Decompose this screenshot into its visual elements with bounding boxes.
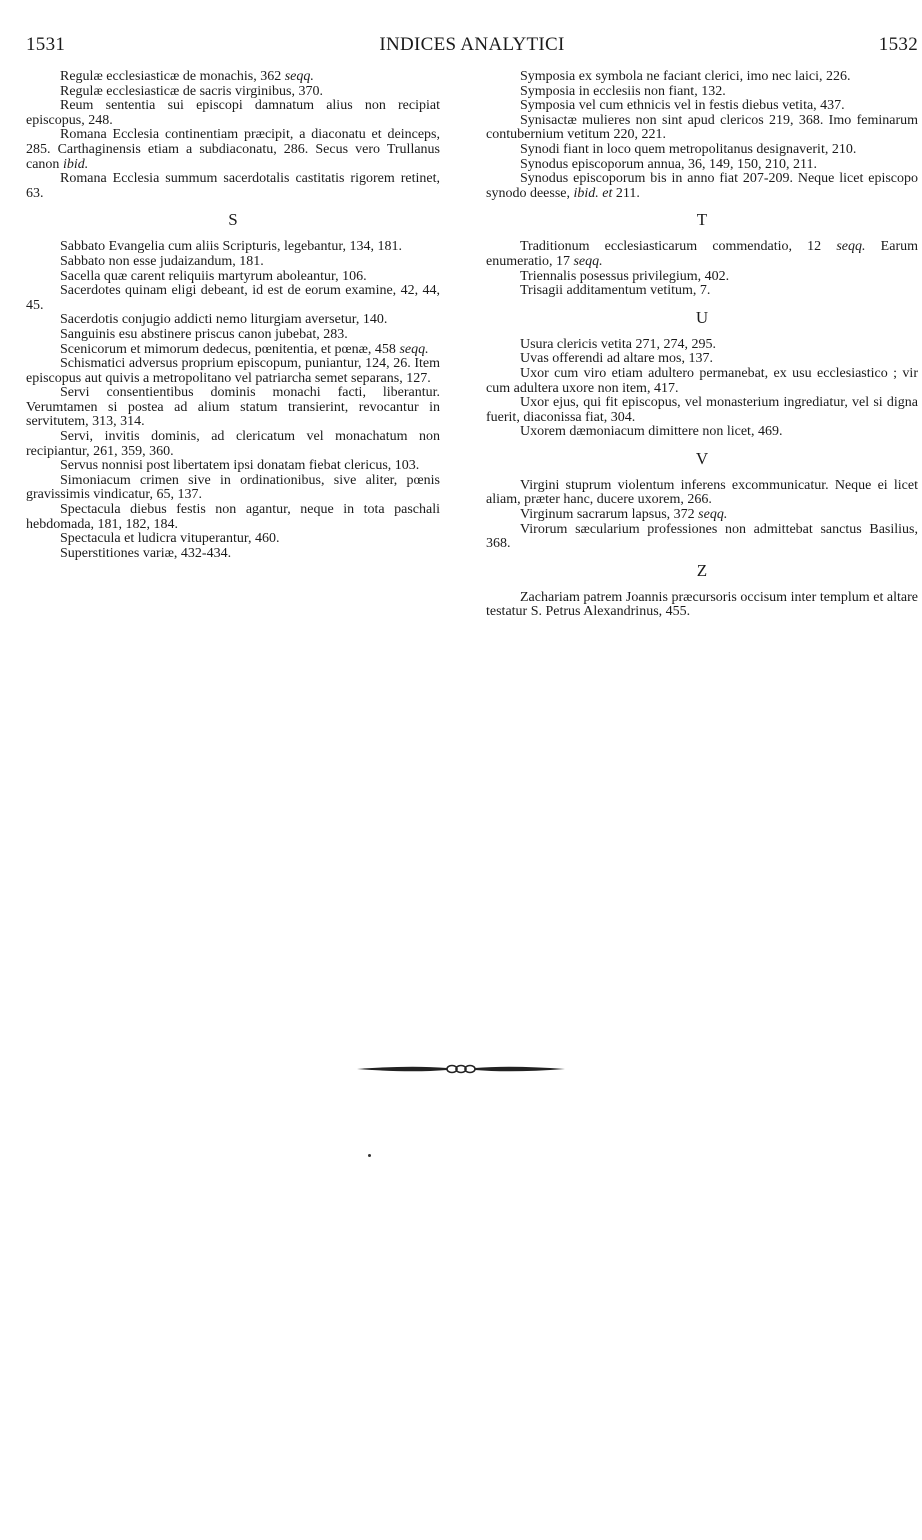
index-entry: Simoniacum crimen sive in ordinationibus, sive aliter, pœnis gravissimis vindicatur, 65, 137. <box>26 472 440 503</box>
index-entry: Sacerdotis conjugio addicti nemo liturgiam aversetur, 140. <box>60 312 388 328</box>
index-entry: Synodus episcoporum annua, 36, 149, 150, 210, 211. <box>520 156 817 172</box>
index-entry: Uxor ejus, qui fit episcopus, vel monasterium ingrediatur, vel si digna fuerit, diaconissa fiat, 304. <box>486 395 918 425</box>
index-entry: Servi consentientibus dominis monachi facti, liberantur. Verumtamen si postea ad alium statum transierint, revocantur in servitutem, 313, 314. <box>26 385 440 430</box>
entries-u <box>486 338 918 440</box>
index-entry: Regulæ ecclesiasticæ de sacris virginibus, 370. <box>60 83 323 99</box>
index-entry: Symposia in ecclesiis non fiant, 132. <box>520 83 726 99</box>
index-entry: Symposia vel cum ethnicis vel in festis diebus vetita, 437. <box>520 98 845 114</box>
index-entry: Regulæ ecclesiasticæ de monachis, 362 seqq. <box>60 69 314 84</box>
index-entry: Uxorem dæmoniacum dimittere non licet, 469. <box>520 424 783 440</box>
entries-z <box>486 591 918 620</box>
section-letter-u: U <box>695 307 709 327</box>
entries-s <box>26 240 440 561</box>
index-entry: Superstitiones variæ, 432-434. <box>60 545 232 561</box>
right-column <box>486 70 918 620</box>
index-entry: Schismatici adversus proprium episcopum, puniantur, 124, 26. Item episcopus aut quivis a metropolitano vel patriarcha semet separans, 127. <box>26 356 440 386</box>
index-entry: Zachariam patrem Joannis præcursoris occisum inter templum et altare testatur S. Petrus Alexandrinus, 455. <box>486 589 918 620</box>
index-entry: Scenicorum et mimorum dedecus, pœnitentia, et pœnæ, 458 seqq. <box>60 341 429 357</box>
index-entry: Reum sententia sui episcopi damnatum alius non recipiat episcopus, 248. <box>26 98 440 128</box>
index-entry: Sacella quæ carent reliquiis martyrum aboleantur, 106. <box>60 268 367 284</box>
index-entry: Synodi fiant in loco quem metropolitanus designaverit, 210. <box>520 141 857 157</box>
index-entry: Virginum sacrarum lapsus, 372 seqq. <box>520 507 728 523</box>
index-entry: Sabbato Evangelia cum aliis Scripturis, legebantur, 134, 181. <box>60 239 402 255</box>
index-entry: Virgini stuprum violentum inferens excommunicatur. Neque ei licet aliam, præter hanc, ducere uxorem, 266. <box>486 477 918 508</box>
section-letter-s: S <box>228 210 238 230</box>
entries-r <box>26 70 440 201</box>
index-entry: Uxor cum viro etiam adultero permanebat, ex usu ecclesiastico ; vir cum adultera uxore non item, 417. <box>486 365 918 396</box>
index-entry: Spectacula diebus festis non agantur, neque in tota paschali hebdomada, 181, 182, 184. <box>26 502 440 532</box>
index-entry: Synisactæ mulieres non sint apud clericos 219, 368. Imo feminarum contubernium vetitum 220, 221. <box>486 112 918 143</box>
index-entry: Sanguinis esu abstinere priscus canon jubebat, 283. <box>60 326 348 342</box>
section-letter-v: V <box>695 448 709 468</box>
index-entry: Servi, invitis dominis, ad clericatum vel monachatum non recipiantur, 261, 359, 360. <box>26 429 440 459</box>
left-column <box>26 70 440 561</box>
section-letter-z: Z <box>696 560 708 580</box>
index-entry: Servus nonnisi post libertatem ipsi donatam fiebat clericus, 103. <box>60 458 420 474</box>
index-entry: Usura clericis vetita 271, 274, 295. <box>520 336 716 352</box>
index-entry: Romana Ecclesia summum sacerdotalis castitatis rigorem retinet, 63. <box>26 171 440 201</box>
index-entry: Traditionum ecclesiasticarum commendatio, 12 seqq. Earum enumeratio, 17 seqq. <box>486 239 918 269</box>
page-number-right: 1532 <box>878 34 918 55</box>
entries-v <box>486 479 918 552</box>
index-entry: Trisagii additamentum vetitum, 7. <box>520 283 711 299</box>
index-entry: Symposia ex symbola ne faciant clerici, imo nec laici, 226. <box>520 69 851 84</box>
index-entry: Synodus episcoporum bis in anno fiat 207-209. Neque licet episcopo synodo deesse, ibid. et 211. <box>486 171 918 201</box>
index-entry: Uvas offerendi ad altare mos, 137. <box>520 351 713 367</box>
stray-ink-dot <box>368 1154 371 1157</box>
section-letter-t: T <box>696 210 708 230</box>
page-header <box>26 34 918 58</box>
index-entry: Virorum sæcularium professiones non admittebat sanctus Basilius, 368. <box>486 521 918 552</box>
index-entry: Sacerdotes quinam eligi debeant, id est de eorum examine, 42, 44, 45. <box>26 283 440 313</box>
entries-t <box>486 240 918 298</box>
page-number-left: 1531 <box>26 34 66 55</box>
entries-s-continued <box>486 70 918 201</box>
index-entry: Spectacula et ludicra vituperantur, 460. <box>60 531 280 547</box>
index-entry: Romana Ecclesia continentiam præcipit, a diaconatu et deinceps, 285. Carthaginensis etiam a subdiaconatu, 286. Secus vero Trullanus canon ibid. <box>26 127 440 172</box>
tailpiece-ornament-icon <box>355 1058 567 1080</box>
index-entry: Triennalis posessus privilegium, 402. <box>520 268 730 284</box>
index-entry: Sabbato non esse judaizandum, 181. <box>60 253 264 269</box>
running-title: INDICES ANALYTICI <box>379 34 565 55</box>
